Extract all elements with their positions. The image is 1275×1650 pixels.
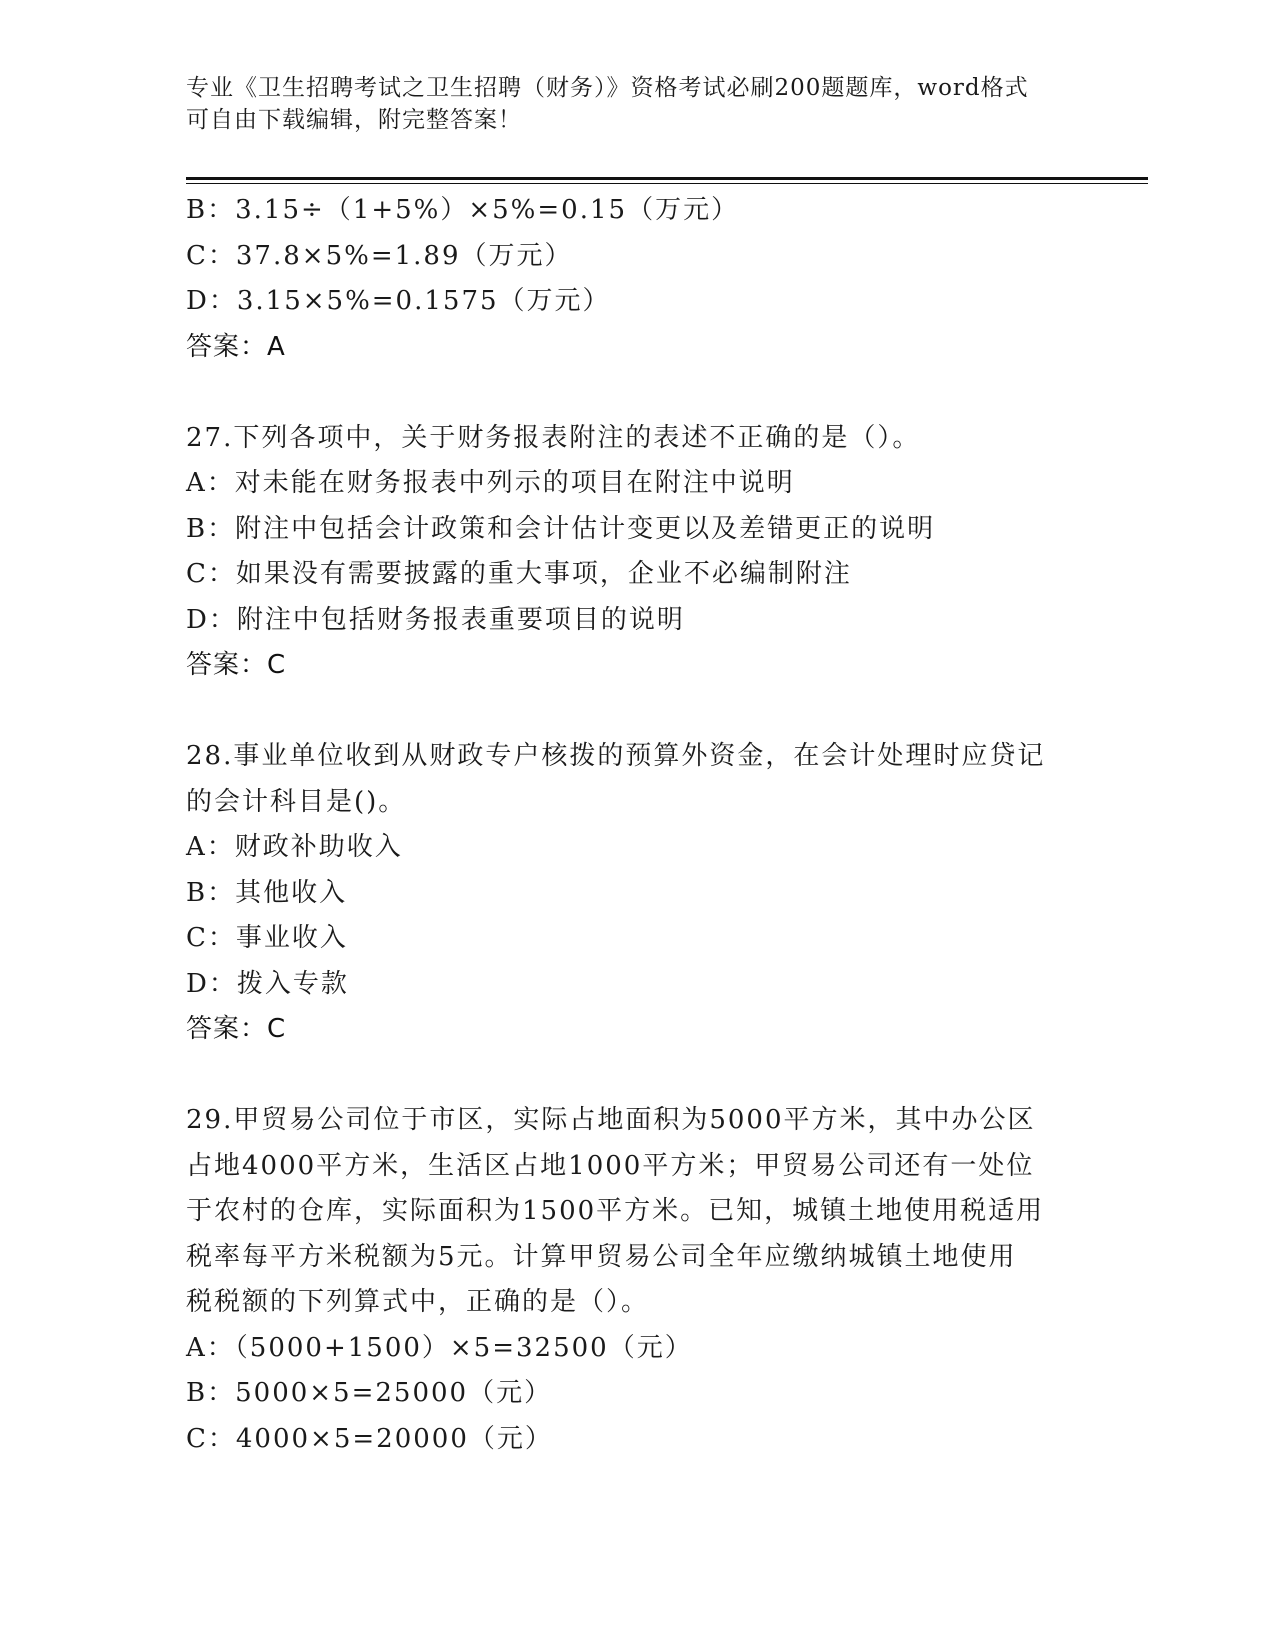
q27-option-d: D：附注中包括财务报表重要项目的说明 bbox=[186, 604, 685, 635]
q28-answer: 答案：C bbox=[186, 1014, 287, 1044]
q26-answer: 答案：A bbox=[186, 331, 286, 362]
page-header bbox=[186, 72, 1066, 136]
q29-stem-line-5: 税税额的下列算式中，正确的是（）。 bbox=[186, 1287, 650, 1317]
q29-stem-line-4: 税率每平方米税额为5元。计算甲贸易公司全年应缴纳城镇土地使用 bbox=[186, 1241, 1017, 1272]
q28-option-b: B：其他收入 bbox=[186, 877, 348, 908]
q28-option-d: D：拨入专款 bbox=[186, 968, 349, 999]
spacer bbox=[186, 370, 1086, 416]
q29-stem-line-1: 29.甲贸易公司位于市区，实际占地面积为5000平方米，其中办公区 bbox=[186, 1105, 1036, 1135]
q28-stem-line-1: 28.事业单位收到从财政专户核拨的预算外资金，在会计处理时应贷记 bbox=[186, 741, 1046, 771]
header-rule-thick bbox=[186, 177, 1148, 180]
q26-option-d: D：3.15×5%=0.1575（万元） bbox=[186, 286, 611, 316]
question-content bbox=[186, 188, 1086, 1462]
q27-option-b: B：附注中包括会计政策和会计估计变更以及差错更正的说明 bbox=[186, 513, 936, 544]
q27-answer: 答案：C bbox=[186, 650, 287, 680]
q29-stem-line-3: 于农村的仓库，实际面积为1500平方米。已知，城镇土地使用税适用 bbox=[186, 1196, 1045, 1226]
q28-option-a: A：财政补助收入 bbox=[186, 832, 403, 862]
q28-stem-line-2: 的会计科目是()。 bbox=[186, 786, 407, 817]
q26-option-b: B：3.15÷（1+5%）×5%=0.15（万元） bbox=[186, 195, 740, 225]
q29-stem-line-2: 占地4000平方米，生活区占地1000平方米；甲贸易公司还有一处位 bbox=[186, 1150, 1035, 1181]
q29-option-c: C：4000×5=20000（元） bbox=[186, 1423, 553, 1454]
spacer bbox=[186, 689, 1086, 735]
spacer bbox=[186, 1053, 1086, 1099]
q28-option-c: C：事业收入 bbox=[186, 923, 348, 953]
q27-option-c: C：如果没有需要披露的重大事项，企业不必编制附注 bbox=[186, 559, 852, 589]
q26-option-c: C：37.8×5%=1.89（万元） bbox=[186, 240, 573, 271]
q29-option-b: B：5000×5=25000（元） bbox=[186, 1378, 553, 1408]
q27-option-a: A：对未能在财务报表中列示的项目在附注中说明 bbox=[186, 468, 795, 498]
header-rule-thin bbox=[186, 183, 1148, 184]
header-line-2: 可自由下载编辑，附完整答案！ bbox=[186, 107, 522, 133]
q27-stem: 27.下列各项中，关于财务报表附注的表述不正确的是（）。 bbox=[186, 422, 921, 453]
q29-option-a: A：（5000+1500）×5=32500（元） bbox=[186, 1332, 693, 1363]
header-line-1: 专业《卫生招聘考试之卫生招聘（财务）》资格考试必刷200题题库，word格式 bbox=[186, 75, 1029, 101]
